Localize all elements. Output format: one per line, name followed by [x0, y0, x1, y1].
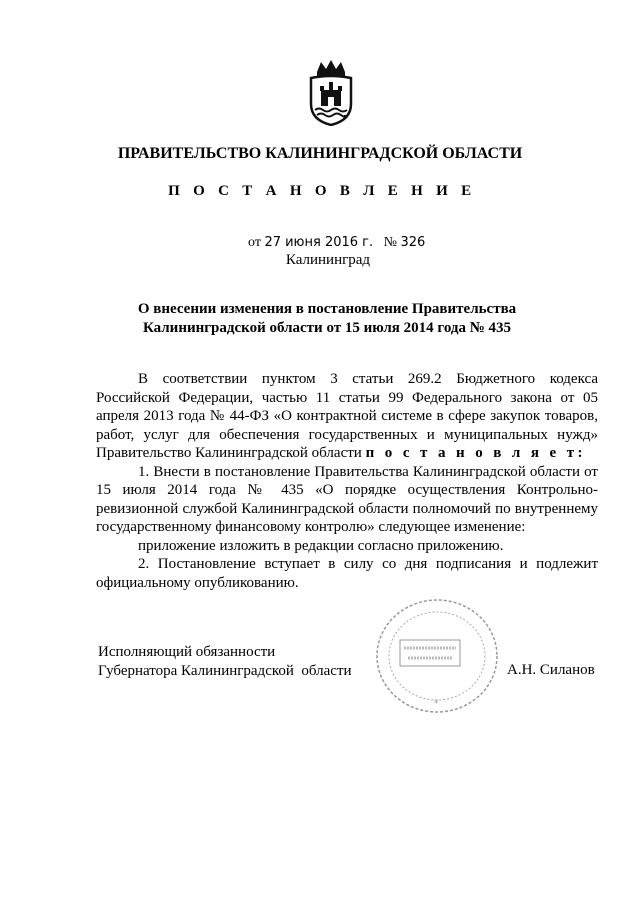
- preamble-text: В соответствии пунктом 3 статьи 269.2 Бюджетного кодекса Российской Федерации, частью 11 статьи 99 Федерального закона от 05 апреля 2013 года № 44-ФЗ «О контрактной системе в сфере закупок товаров, работ, услуг для обеспечения государственных и муниципальных нужд» Правительство Калининградской области: [96, 371, 598, 461]
- city: Калининград: [285, 252, 371, 268]
- item-2: 2. Постановление вступает в силу со дня подписания и подлежит официальному опубликованию.: [96, 556, 598, 591]
- document-type: П О С Т А Н О В Л Е Н И Е: [168, 183, 476, 199]
- svg-text:*: *: [434, 699, 439, 709]
- date-line: [248, 235, 425, 251]
- item-1: 1. Внести в постановление Правительства Калининградской области от 15 июля 2014 года № 435 «О порядке осуществления Контрольно-ревизионной службой Калининградской области полномочий по внутреннему государственному финансовому контролю» следующее изменение:: [96, 463, 598, 535]
- official-seal-icon: [372, 596, 502, 716]
- coat-of-arms-icon: [309, 60, 353, 126]
- decree-date: 27 июня 2016 г.: [264, 235, 374, 250]
- position-line-1: Исполняющий обязанности: [98, 644, 276, 660]
- government-title: ПРАВИТЕЛЬСТВО КАЛИНИНГРАДСКОЙ ОБЛАСТИ: [117, 145, 523, 162]
- decree-body: [96, 370, 598, 592]
- resolves-word: п о с т а н о в л я е т:: [365, 445, 586, 461]
- subject-line-2: Калининградской области от 15 июля 2014 года № 435: [142, 320, 512, 336]
- date-prefix: от: [248, 235, 261, 250]
- preamble-paragraph: [96, 370, 598, 463]
- decree-subject: [0, 300, 640, 338]
- decree-number: 326: [400, 235, 426, 250]
- position-line-2: Губернатора Калининградской области: [98, 663, 352, 679]
- number-prefix: №: [383, 235, 397, 250]
- subject-line-1: О внесении изменения в постановление Правительства: [137, 301, 517, 317]
- item-1-text: приложение изложить в редакции согласно приложению.: [138, 537, 504, 554]
- signatory-name: А.Н. Силанов: [507, 662, 595, 678]
- signatory-position: [98, 643, 352, 681]
